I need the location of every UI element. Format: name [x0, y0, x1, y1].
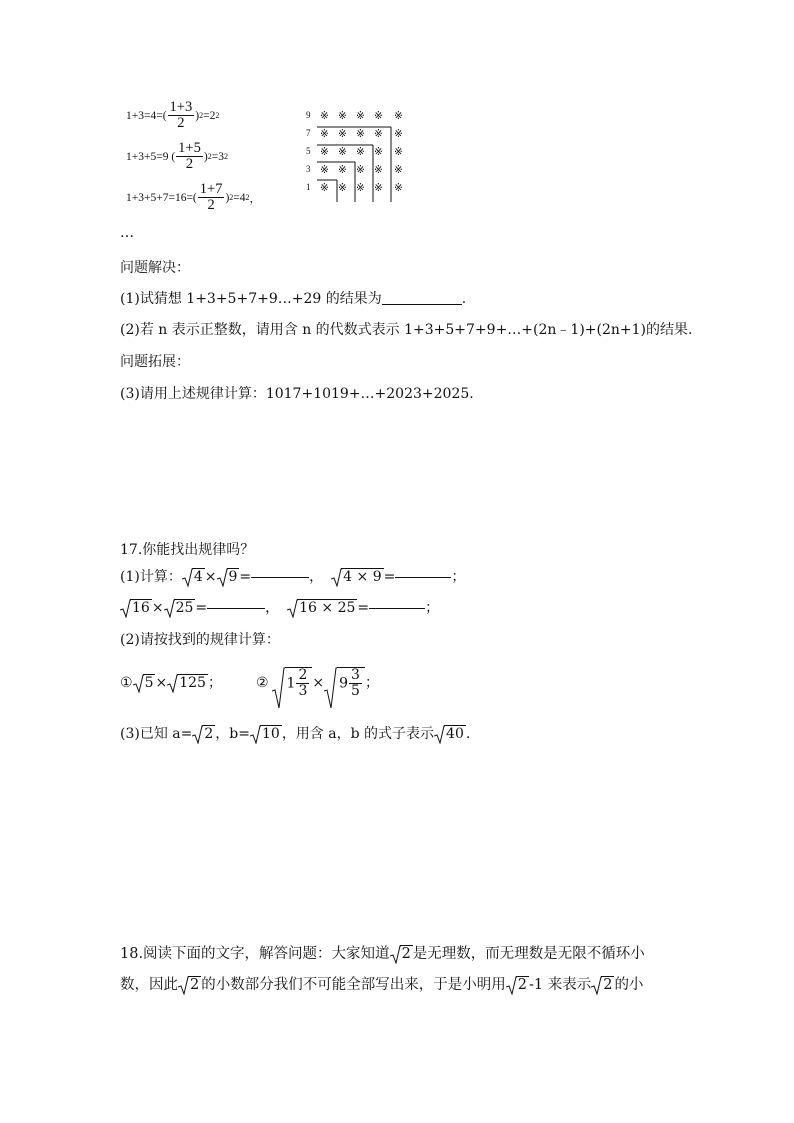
grid-symbol: ※	[394, 146, 403, 158]
grid-symbol: ※	[356, 146, 365, 158]
grid-symbol: ※	[394, 110, 403, 122]
radicand: 2	[190, 977, 200, 993]
punctuation: ；	[425, 600, 440, 616]
exponent: 2	[207, 152, 212, 161]
grid-symbol: ※	[338, 146, 347, 158]
equals-sign: =	[357, 600, 370, 616]
grid-symbol: ※	[338, 110, 347, 122]
grid-symbol: ※	[320, 182, 329, 194]
grid-row-label: 7	[306, 128, 311, 138]
fraction-numerator: 1+3	[169, 99, 193, 115]
sqrt-expression	[390, 945, 413, 963]
grid-row-label: 3	[306, 164, 311, 174]
p17-q2-label: (2)请按找到的规律计算：	[120, 632, 280, 648]
problem-17-title: 17.你能找出规律吗？	[120, 542, 255, 558]
question-3: (3)请用上述规律计算：1017+1019+…+2023+2025.	[120, 386, 474, 402]
sqrt-expression	[164, 599, 196, 617]
radicand: 2	[517, 977, 527, 993]
circled-number: ②	[255, 675, 269, 691]
grid-row-label: 1	[306, 182, 311, 192]
p17-q3	[120, 725, 470, 743]
sqrt-expression	[324, 667, 365, 699]
paragraph-text: 18.阅读下面的文字，解答问题：大家知道	[120, 946, 390, 962]
section-heading-2: 问题拓展：	[120, 354, 190, 370]
grid-symbol: ※	[338, 164, 347, 176]
sqrt-expression	[272, 667, 313, 699]
problem-18-line-1	[120, 945, 645, 963]
grid-symbol: ※	[394, 164, 403, 176]
punctuation: ，	[265, 600, 280, 616]
radicand: 16	[132, 600, 150, 616]
grid-symbol: ※	[374, 146, 383, 158]
grid-symbol: ※	[320, 146, 329, 158]
fraction-numerator: 3	[351, 667, 360, 683]
example-lhs: 1+3+5=9 (	[126, 150, 176, 163]
answer-blank[interactable]	[251, 577, 309, 578]
equals-sign: =	[195, 600, 208, 616]
example-lhs: 1+3=4=(	[126, 109, 167, 122]
problem-18-line-2	[120, 976, 643, 994]
grid-symbol: ※	[356, 182, 365, 194]
example-line-3: 1+3+5+7=16=( $\frac{1+7}{2}$ ) 2 =4 2 ，	[126, 181, 262, 213]
radicand: 4	[193, 569, 203, 585]
sqrt-expression	[217, 568, 240, 586]
radicand: 2	[204, 726, 214, 742]
punctuation: ；	[451, 569, 466, 585]
sqrt-expression	[331, 568, 383, 586]
sqrt-expression	[434, 725, 466, 743]
sqrt-expression	[182, 568, 205, 586]
punctuation: ；	[207, 675, 222, 691]
equals-sign: =	[383, 569, 396, 585]
radicand: 2	[401, 946, 411, 962]
mixed-whole: 9	[339, 675, 349, 692]
sqrt-expression	[167, 674, 208, 692]
punctuation: ；	[364, 675, 379, 691]
grid-symbol: ※	[374, 182, 383, 194]
sqrt-expression	[591, 976, 614, 994]
grid-symbol: ※	[338, 128, 347, 140]
ellipsis: …	[120, 225, 134, 241]
times-sign: ×	[204, 569, 217, 585]
radicand: 40	[446, 726, 464, 742]
fraction-denominator: 2	[185, 156, 194, 172]
exponent: 2	[199, 111, 204, 120]
radicand: 16 × 25	[299, 600, 356, 616]
answer-blank[interactable]	[207, 608, 265, 609]
radicand: 2	[603, 977, 613, 993]
times-sign: ×	[155, 675, 168, 691]
odd-number-grid-figure	[300, 106, 415, 204]
radicand: 9	[228, 569, 238, 585]
radicand: 4 × 9	[343, 569, 382, 585]
exponent: 2	[229, 193, 234, 202]
radicand: 25	[175, 600, 194, 616]
paragraph-text: 数，因此	[120, 977, 178, 993]
question-text: ，用含 a，b 的式子表示	[281, 726, 435, 742]
grid-symbol: ※	[356, 128, 365, 140]
fraction-numerator: 1+7	[199, 181, 223, 197]
question-label: (1)计算：	[120, 569, 182, 585]
grid-symbol: ※	[356, 164, 365, 176]
fraction	[168, 100, 195, 131]
question-2: (2)若 n 表示正整数，请用含 n 的代数式表示 1+3+5+7+9+…+(2n﹣1)+(2n+1)的结果.	[120, 322, 693, 338]
paragraph-text: 的小数部分我们不可能全部写出来，于是小明用	[201, 977, 506, 993]
grid-symbol: ※	[320, 164, 329, 176]
question-text: (3)已知 a=	[120, 726, 193, 742]
example-rhs: =3	[211, 150, 224, 163]
fraction	[176, 141, 203, 172]
example-tail: ，	[249, 192, 262, 205]
radicand: 5	[144, 675, 154, 691]
grid-symbol: ※	[374, 164, 383, 176]
exponent: 2	[215, 111, 220, 120]
fraction-denominator: 2	[207, 197, 215, 213]
grid-symbol: ※	[394, 128, 403, 140]
example-lhs: 1+3+5+7=16=(	[126, 191, 197, 204]
answer-blank[interactable]	[369, 608, 425, 609]
circled-number: ①	[120, 675, 133, 691]
section-heading: 问题解决：	[120, 260, 190, 276]
fraction	[198, 182, 225, 213]
grid-symbol: ※	[356, 110, 365, 122]
example-line-2: 1+3+5=9 ( $\frac{1+5}{2}$ ) 2 =3 2	[126, 140, 228, 172]
example-rhs: =4	[233, 191, 246, 204]
radicand: 10	[261, 726, 280, 742]
paragraph-text: 是无理数，而无理数是无限不循环小	[412, 946, 645, 962]
grid-symbol: ※	[394, 182, 403, 194]
p17-q1-line1	[120, 568, 465, 586]
answer-blank[interactable]	[382, 304, 462, 305]
grid-row-label: 9	[306, 110, 311, 120]
fraction-denominator: 3	[298, 683, 308, 699]
sqrt-expression	[133, 674, 156, 692]
grid-symbol: ※	[320, 110, 329, 122]
grid-symbol: ※	[374, 128, 383, 140]
punctuation: .	[465, 726, 471, 742]
punctuation: .	[461, 291, 467, 307]
question-text: ，b=	[215, 726, 250, 742]
question-1	[120, 290, 466, 308]
grid-symbol: ※	[374, 110, 383, 122]
p17-q2-items	[120, 667, 379, 699]
grid-row-label: 5	[306, 146, 311, 156]
mixed-whole: 1	[286, 675, 296, 692]
radicand: 125	[179, 675, 206, 691]
sqrt-expression	[250, 725, 282, 743]
paragraph-text: -1 来表示	[528, 977, 592, 993]
question-1-text: (1)试猜想 1+3+5+7+9…+29 的结果为	[120, 291, 382, 307]
fraction-denominator: 2	[177, 115, 185, 131]
p17-q1-line2	[120, 599, 439, 617]
answer-blank[interactable]	[395, 577, 451, 578]
sqrt-expression	[506, 976, 529, 994]
sqrt-expression	[178, 976, 201, 994]
grid-symbol: ※	[320, 128, 329, 140]
exponent: 2	[245, 193, 250, 202]
sqrt-expression	[120, 599, 152, 617]
sqrt-expression	[192, 725, 215, 743]
example-line-1: 1+3=4=( $\frac{1+3}{2}$ ) 2 =2 2	[126, 99, 220, 131]
sqrt-expression	[287, 599, 357, 617]
example-rhs: =2	[203, 109, 216, 122]
fraction-numerator: 1+5	[178, 140, 201, 156]
paragraph-text: 的小	[614, 977, 644, 993]
times-sign: ×	[312, 675, 325, 691]
fraction-numerator: 2	[298, 667, 308, 683]
punctuation: ，	[309, 569, 324, 585]
grid-symbol: ※	[338, 182, 347, 194]
times-sign: ×	[151, 600, 164, 616]
exponent: 2	[223, 152, 228, 161]
fraction-denominator: 5	[351, 683, 360, 699]
equals-sign: =	[239, 569, 252, 585]
